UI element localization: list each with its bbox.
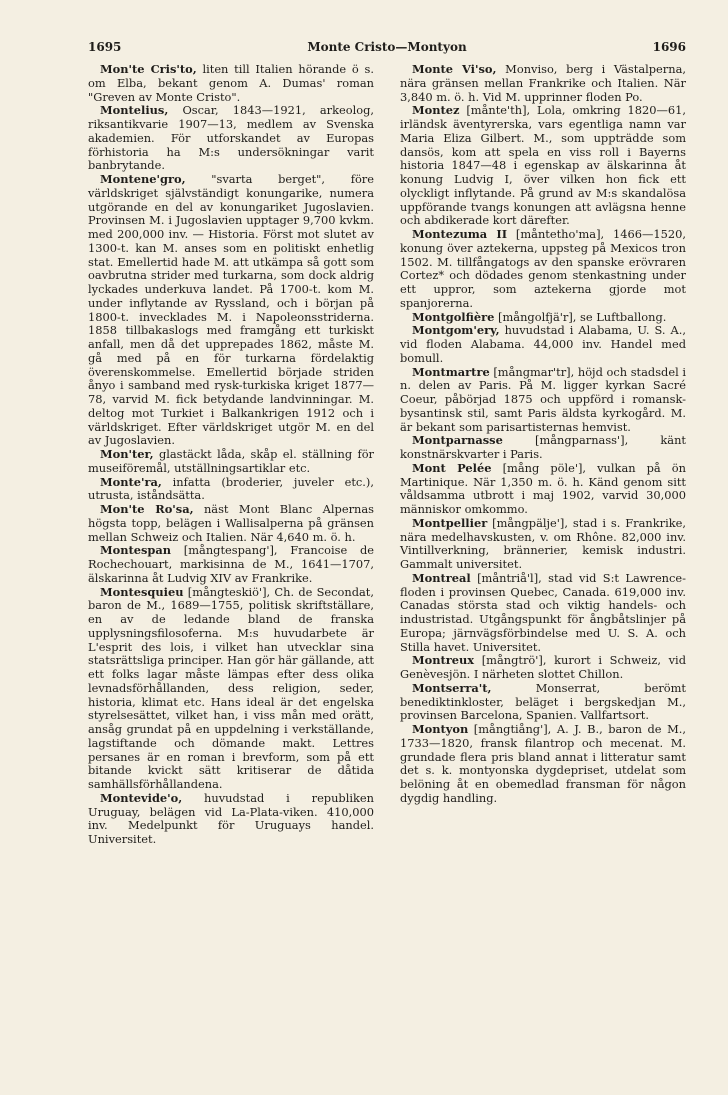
- entry-headword: Montesquieu: [100, 584, 184, 599]
- entry-text: [mångmar'tr], höjd och stadsdel i n. delen av Paris. På M. ligger kyrkan Sacré Coeur, påbörjad 1875 och uppförd i romansk-bysantinsk stil, samt Paris äldsta kyrkogård. M. är bekant som parisartisternas hemvist.: [400, 364, 686, 434]
- dictionary-entry: [400, 104, 686, 228]
- entry-text: [mångtiång'], A. J. B., baron de M., 1733—1820, fransk filantrop och mecenat. M. grundade flera pris bland annat i litteratur samt det s. k. montyonska dygdepriset, utdelat som belöning åt en obemedlad fransman för någon dygdig handling.: [400, 722, 686, 805]
- entry-text: Monserrat, berömt benediktinkloster, beläget i bergskedjan M., provinsen Barcelona, Spanien. Vallfartsort.: [400, 680, 686, 723]
- entry-text: Monviso, berg i Västalperna, nära gränsen mellan Frankrike och Italien. När 3,840 m. ö. h. Vid M. upprinner floden Po.: [400, 62, 686, 104]
- dictionary-entry: [400, 572, 686, 655]
- dictionary-entry: [88, 448, 374, 476]
- entry-text: glastäckt låda, skåp el. ställning för museiföremål, utställningsartiklar etc.: [88, 447, 374, 475]
- entry-text: [mångteskiö'], Ch. de Secondat, baron de M., 1689—1755, politisk skriftställare, en av de ledande bland de franska upplysningsfilosoferna. M:s huvudarbete är L'esprit des lois, i vilket han utvecklar sina statsrättsliga principer. Han gör här gällande, att ett folks lagar måste lämpas efter dess olika levnadsförhållanden, dess religion, seder, historia, klimat etc. Hans ideal är det engelska styrelsesättet, vilket han, i viss mån med orätt, ansåg grundat på en uppdelning i verkställande, lagstiftande och dömande makt. Lettres persanes är en roman i brevform, som på ett bitande kvickt sätt kritiserar de dåtida samhällsförhållandena.: [88, 584, 374, 791]
- entry-headword: Montserra't,: [412, 680, 492, 695]
- entry-text: Oscar, 1843—1921, arkeolog, riksantikvarie 1907—13, medlem av Svenska akademien. För utforskandet av Europas förhistoria ha M:s undersökningar varit banbrytande.: [88, 103, 374, 173]
- entry-text: [mångtrö'], kurort i Schweiz, vid Genèvesjön. I närheten slottet Chillon.: [400, 653, 686, 681]
- dictionary-entry: [88, 173, 374, 448]
- entry-headword: Montevide'o,: [100, 790, 183, 805]
- dictionary-entry: [400, 228, 686, 311]
- dictionary-entry: [400, 63, 686, 104]
- page-number-right: 1696: [652, 40, 686, 54]
- left-column: [88, 63, 374, 847]
- entry-text: [mångolfjä'r], se Luftballong.: [494, 309, 667, 324]
- dictionary-entry: [400, 434, 686, 462]
- dictionary-entry: [88, 63, 374, 104]
- dictionary-entry: [400, 517, 686, 572]
- entry-headword: Mont Pelée: [412, 460, 492, 475]
- page-number-left: 1695: [88, 40, 122, 54]
- entry-text: huvudstad i republiken Uruguay, belägen vid La-Plata-viken. 410,000 inv. Medelpunkt för Uruguays handel. Universitet.: [88, 790, 374, 846]
- entry-text: [mångparnass'], känt konstnärskvarter i Paris.: [400, 433, 686, 461]
- entry-text: [måntetho'ma], 1466—1520, konung över aztekerna, uppsteg på Mexicos tron 1502. M. tillfångatogs av den spanske erövraren Cortez* och dödades genom stenkastning under ett uppror, som aztekerna gjorde mot spanjorerna.: [400, 227, 686, 310]
- entry-headword: Mon'te Ro'sa,: [100, 502, 194, 516]
- dictionary-entry: [400, 723, 686, 806]
- dictionary-entry: [88, 476, 374, 504]
- entry-text: huvudstad i Alabama, U. S. A., vid floden Alabama. 44,000 inv. Handel med bomull.: [400, 323, 686, 365]
- entry-headword: Montreux: [412, 653, 475, 668]
- dictionary-entry: [400, 324, 686, 365]
- running-title: Monte Cristo—Montyon: [307, 40, 467, 54]
- dictionary-entry: [88, 586, 374, 792]
- dictionary-entry: [400, 311, 686, 325]
- right-column: [400, 63, 686, 806]
- entry-headword: Montmartre: [412, 364, 490, 379]
- entry-text: liten till Italien hörande ö s. om Elba, bekant genom A. Dumas' roman "Greven av Monte Cristo".: [88, 62, 374, 104]
- entry-headword: Montgom'ery,: [412, 323, 500, 338]
- page-header: [88, 40, 686, 56]
- entry-text: [mångpälje'], stad i s. Frankrike, nära medelhavskusten, v. om Rhône. 82,000 inv. Vintillverkning, brännerier, kemisk industri. Gammalt universitet.: [400, 515, 686, 571]
- entry-text: [månte'th], Lola, omkring 1820—61, irländsk äventyrerska, vars egentliga namn var Maria Eliza Gilbert. M., som uppträdde som dansös, kom att spela en viss roll i Bayerns historia 1847—48 i egenskap av älskarinna åt konung Ludvig I, över vilken hon fick ett olyckligt inflytande. På grund av M:s skandalösa uppförande tvangs konungen att avlägsna henne och abdikerade kort därefter.: [400, 103, 686, 228]
- entry-headword: Mon'ter,: [100, 447, 154, 461]
- entry-headword: Montyon: [412, 722, 469, 736]
- entry-text: [mångtespang'], Francoise de Rochechouart, markisinna de M., 1641—1707, älskarinna åt Ludvig XIV av Frankrike.: [88, 543, 374, 585]
- entry-text: näst Mont Blanc Alpernas högsta topp, belägen i Wallisalperna på gränsen mellan Schweiz och Italien. När 4,640 m. ö. h.: [88, 502, 374, 544]
- entry-headword: Montparnasse: [412, 433, 503, 448]
- dictionary-entry: [400, 462, 686, 517]
- entry-headword: Montezuma II: [412, 227, 508, 241]
- dictionary-entry: [400, 682, 686, 723]
- entry-headword: Monte'ra,: [100, 474, 162, 489]
- dictionary-entry: [88, 104, 374, 173]
- entry-headword: Montez: [412, 103, 460, 118]
- entry-headword: Monte Vi'so,: [412, 62, 497, 76]
- entry-headword: Montespan: [100, 543, 172, 558]
- entry-headword: Montgolfière: [412, 309, 495, 324]
- dictionary-entry: [88, 544, 374, 585]
- entry-text: [mång pöle'], vulkan på ön Martinique. När 1,350 m. ö. h. Känd genom sitt våldsamma utbrott i maj 1902, varvid 30,000 människor omkommo.: [400, 460, 686, 516]
- dictionary-entry: [88, 792, 374, 847]
- dictionary-entry: [400, 654, 686, 682]
- entry-headword: Montreal: [412, 570, 471, 585]
- dictionary-entry: [88, 503, 374, 544]
- entry-text: [måntriå'l], stad vid S:t Lawrence-floden i provinsen Quebec, Canada. 619,000 inv. Canadas största stad och viktig handels- och industristad. Utgångspunkt för ångbåtslinjer på Europa; järnvägsförbindelse med U. S. A. och Stilla havet. Universitet.: [400, 570, 686, 654]
- entry-headword: Montene'gro,: [100, 172, 186, 186]
- entry-headword: Mon'te Cris'to,: [100, 62, 197, 76]
- entry-headword: Montpellier: [412, 515, 488, 530]
- entry-text: "svarta berget", före världskriget självständigt konungarike, numera utgörande en del av konungariket Jugoslavien. Provinsen M. i Jugoslavien upptager 9,700 kvkm. med 200,000 inv. — Historia. Först mot slutet av 1300-t. kan M. anses som en politiskt enhetlig stat. Emellertid hade M. att utkämpa så gott som oavbrutna strider med turkarna, som dock aldrig lyckades underkuva landet. På 1700-t. kom M. under inflytande av Ryssland, och i början på 1800-t. invecklades M. i Napoleonsstriderna. 1858 tillbakaslogs med framgång ett turkiskt anfall, men då det upprepades 1862, måste M. gå med på en för turkarna fördelaktig överenskommelse. Emellertid började striden ånyo i samband med rysk-turkiska kriget 1877—78, varvid M. fick betydande landvinningar. M. deltog mot Turkiet i Balkankrigen 1912 och i världskriget. Efter världskriget utgör M. en del av Jugoslavien.: [88, 172, 374, 448]
- entry-headword: Montelius,: [100, 103, 169, 118]
- dictionary-entry: [400, 366, 686, 435]
- entry-text: infatta (broderier, juveler etc.), utrusta, iståndsätta.: [88, 474, 374, 503]
